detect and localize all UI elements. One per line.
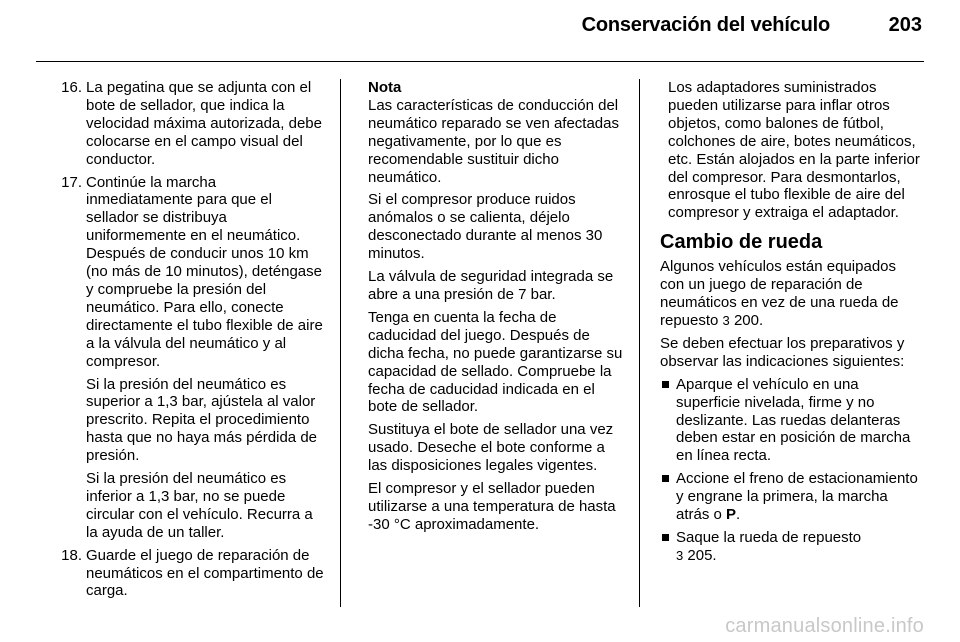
list-item: Accione el freno de estacionamiento y engrane la primera, la marcha atrás o P. (660, 470, 924, 524)
column-right (660, 79, 924, 570)
section-heading: Cambio de rueda (660, 231, 823, 254)
section-title: Conservación del vehículo (581, 14, 830, 36)
page-ref-icon: 3 (722, 312, 730, 328)
note-title: Nota (368, 79, 402, 96)
step-16 (36, 79, 324, 169)
step-text: Continúe la marcha inmediatamente para que el sellador se distribuya uniformemente en el neumático. Después de conducir unos 10 km (no más de 10 minutos), deténgase y compruebe la presión del neumático. Para ello, conecte directamente el tubo flexible de aire a la válvula del neumático y al compresor. (86, 173, 323, 370)
column-left (36, 79, 324, 605)
header-divider (36, 61, 924, 62)
step-text: Guarde el juego de reparación de neumáticos en el compartimento de carga. (86, 546, 324, 600)
page-number: 203 (888, 14, 922, 36)
column-divider (340, 79, 341, 607)
step-text: Si la presión del neumático es inferior a 1,3 bar, no se puede circular con el vehículo. Recurra a la ayuda de un taller. (86, 470, 313, 541)
paragraph: Algunos vehículos están equipados con un juego de reparación de neumáticos en vez de una rueda de repuesto 3 200. (660, 258, 899, 329)
column-middle (368, 79, 624, 539)
step-text: La pegatina que se adjunta con el bote de sellador, que indica la velocidad máxima autorizada, debe colocarse en el campo visual del conductor. (86, 79, 322, 168)
page-ref[interactable]: 205. (687, 546, 717, 564)
paragraph: Tenga en cuenta la fecha de caducidad del juego. Después de dicha fecha, no puede garantizarse su capacidad de sellado. Compruebe la fecha de caducidad indicada en el bote de sellador. (368, 308, 623, 416)
paragraph: El compresor y el sellador pueden utilizarse a una temperatura de hasta -30 °C aproximadamente. (368, 480, 616, 533)
paragraph: Si el compresor produce ruidos anómalos o se calienta, déjelo desconectado durante al menos 30 minutos. (368, 191, 603, 263)
step-number: 18. (61, 546, 82, 564)
list-item: Saque la rueda de repuesto 3 205. (660, 529, 924, 565)
column-divider (639, 79, 640, 607)
step-text: Si la presión del neumático es superior a 1,3 bar, ajústela al valor prescrito. Repita el procedimiento hasta que no haya más pérdida de presión. (86, 375, 317, 465)
paragraph: La válvula de seguridad integrada se abre a una presión de 7 bar. (368, 268, 614, 303)
adapters-paragraph: Los adaptadores suministrados pueden utilizarse para inflar otros objetos, como balones de fútbol, colchones de aire, botes neumáticos, etc. Están alojados en la parte inferior del compresor. Para desmontarlos, enrosque el tubo flexible de aire del compresor y extraiga el adaptador. (668, 79, 920, 222)
note-text: Las características de conducción del neumático reparado se ven afectadas negativamente, por lo que es recomendable sustituir dicho neumático. (368, 96, 619, 186)
watermark: carmanualsonline.info (725, 615, 924, 637)
page-ref[interactable]: 200. (733, 311, 764, 329)
gear-p-label: P (726, 506, 737, 524)
page-ref-icon: 3 (676, 547, 684, 563)
step-number: 17. (61, 173, 82, 191)
step-number: 16. (61, 79, 82, 96)
step-17 (36, 174, 324, 542)
paragraph: Sustituya el bote de sellador una vez usado. Deseche el bote conforme a las disposiciones legales vigentes. (368, 421, 614, 475)
step-18 (36, 547, 324, 601)
paragraph: Se deben efectuar los preparativos y observar las indicaciones siguientes: (660, 334, 905, 370)
list-item: Aparque el vehículo en una superficie nivelada, firme y no deslizante. Las ruedas delanteras deben estar en posición de marcha en línea recta. (660, 376, 924, 466)
